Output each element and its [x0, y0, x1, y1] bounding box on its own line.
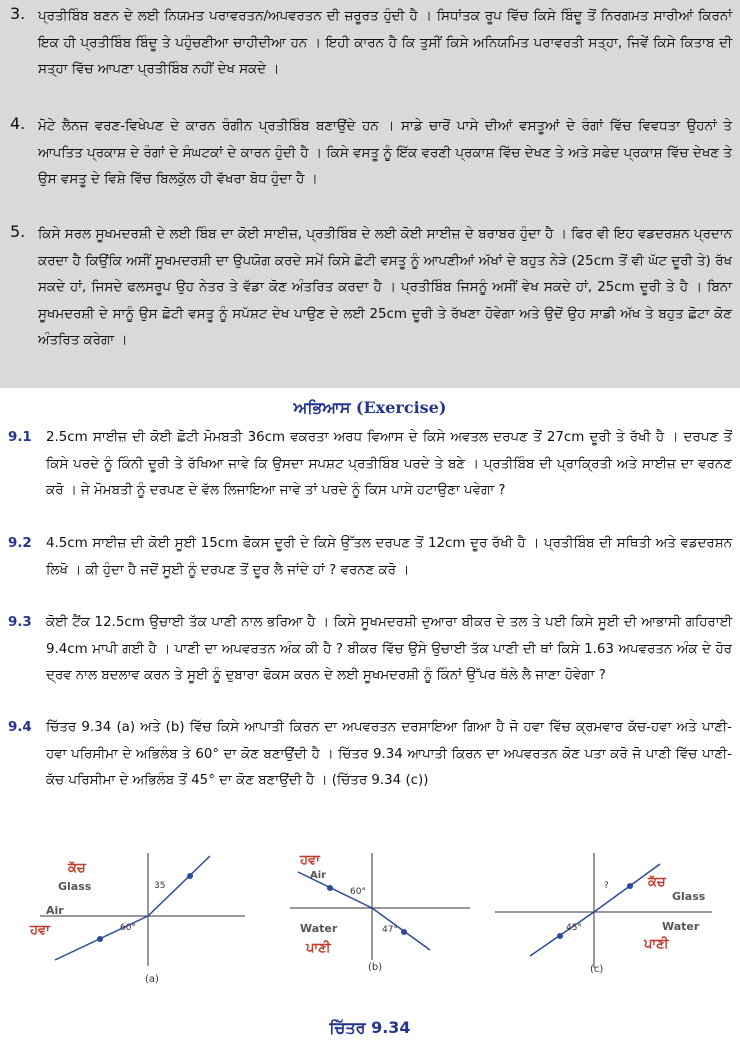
- angle-top-label: 35: [154, 881, 166, 891]
- figure-caption: ਚਿੱਤਰ 9.34: [329, 1018, 411, 1037]
- exercise-text: ਕੋਈ ਟੈਂਕ 12.5cm ਉਚਾਈ ਤੱਕ ਪਾਣੀ ਨਾਲ ਭਰਿਆ ਹੈ । ਕਿਸੇ ਸੂਖਮਦਰਸ਼ੀ ਦੁਆਰਾ ਬੀਕਰ ਦੇ ਤਲ ਤੇ ਪਈ ਕਿਸੇ ਸੂਈ ਦੀ ਆਭਾਸੀ ਗਹਿਰਾਈ 9.4cm ਮਾਪੀ ਗਈ ਹੈ । ਪਾਣੀ ਦਾ ਅਪਵਰਤਨ ਅੰਕ ਕੀ ਹੈ ? ਬੀਕਰ ਵਿੱਚ ਉਸੇ ਉਚਾਈ ਤੱਕ ਪਾਣੀ ਦੀ ਥਾਂ ਕਿਸੇ 1.63 ਅਪਵਰਤਨ ਅੰਕ ਦੇ ਹੋਰ ਦ੍ਰਵ ਨਾਲ ਬਦਲਾਵ ਕਰਨ ਤੇ ਸੂਈ ਨੂੰ ਦੁਬਾਰਾ ਫੋਕਸ ਕਰਨ ਦੇ ਲਈ ਸੂਖਮਦਰਸ਼ੀ ਨੂੰ ਕਿੰਨਾਂ ਉੱਪਰ ਥੱਲੇ ਲੈ ਜਾਣਾ ਹੋਵੇਗਾ ?: [46, 615, 732, 683]
- exercise-number: 9.1: [8, 430, 32, 445]
- medium-bottom-en: Water: [300, 922, 338, 935]
- ray-arrow-dot: [401, 929, 407, 935]
- medium-bottom-pa: ਪਾਣੀ: [306, 941, 331, 956]
- angle-bottom-label: 60°: [120, 923, 136, 933]
- exercise-text: 4.5cm ਸਾਈਜ਼ ਦੀ ਕੋਈ ਸੂਈ 15cm ਫੋਕਸ ਦੂਰੀ ਦੇ ਕਿਸੇ ਉੱਤਲ ਦਰਪਣ ਤੋਂ 12cm ਦੂਰ ਰੱਖੀ ਹੈ । ਪ੍ਰਤੀਬਿੰਬ ਦੀ ਸਥਿਤੀ ਅਤੇ ਵਡਦਰਸ਼ਨ ਲਿਖੋ । ਕੀ ਹੁੰਦਾ ਹੈ ਜਦੋਂ ਸੂਈ ਨੂੰ ਦਰਪਣ ਤੋਂ ਦੂਰ ਲੈ ਜਾਂਦੇ ਹਾਂ ? ਵਰਨਣ ਕਰੋ ।: [46, 536, 732, 578]
- medium-bottom-en: Air: [46, 904, 64, 917]
- point-number: 3.: [10, 4, 26, 23]
- point-text: ਪ੍ਰਤੀਬਿੰਬ ਬਣਨ ਦੇ ਲਈ ਨਿਯਮਤ ਪਰਾਵਰਤਨ/ਅਪਵਰਤਨ ਦੀ ਜ਼ਰੂਰਤ ਹੁੰਦੀ ਹੈ । ਸਿਧਾਂਤਕ ਰੂਪ ਵਿੱਚ ਕਿਸੇ ਬਿੰਦੂ ਤੋਂ ਨਿਰਗਮਤ ਸਾਰੀਆਂ ਕਿਰਨਾਂ ਇਕ ਹੀ ਪ੍ਰਤੀਬਿੰਬ ਬਿੰਦੂ ਤੇ ਪਹੁੰਚਣੀਆ ਚਾਹੀਦੀਆ ਹਨ । ਇਹੀ ਕਾਰਨ ਹੈ ਕਿ ਤੁਸੀਂ ਕਿਸੇ ਅਨਿਯਮਿਤ ਪਰਾਵਰਤੀ ਸਤ੍ਹਾ, ਜਿਵੇਂ ਕਿਸੇ ਕਿਤਾਬ ਦੀ ਸਤ੍ਹਾ ਵਿੱਚ ਆਪਣਾ ਪ੍ਰਤੀਬਿੰਬ ਨਹੀਂ ਦੇਖ ਸਕਦੇ ।: [38, 9, 732, 77]
- medium-bottom-en: Water: [662, 920, 700, 933]
- ray-arrow-dot: [327, 885, 333, 891]
- exercise-text: 2.5cm ਸਾਈਜ਼ ਦੀ ਕੋਈ ਛੋਟੀ ਮੋਮਬਤੀ 36cm ਵਕਰਤਾ ਅਰਧ ਵਿਆਸ ਦੇ ਕਿਸੇ ਅਵਤਲ ਦਰਪਣ ਤੋਂ 27cm ਦੂਰੀ ਤੇ ਰੱਖੀ ਹੈ । ਦਰਪਣ ਤੋਂ ਕਿਸੇ ਪਰਦੇ ਨੂੰ ਕਿੰਨੀ ਦੂਰੀ ਤੇ ਰੱਖਿਆ ਜਾਵੇ ਕਿ ਉਸਦਾ ਸਪਸ਼ਟ ਪ੍ਰਤੀਬਿੰਬ ਪਰਦੇ ਤੇ ਬਣੇ । ਪ੍ਰਤੀਬਿੰਬ ਦੀ ਪ੍ਰਾਕ੍ਰਿਤੀ ਅਤੇ ਸਾਈਜ਼ ਦਾ ਵਰਨਣ ਕਰੋ । ਜੇ ਮੋਮਬਤੀ ਨੂੰ ਦਰਪਣ ਦੇ ਵੱਲ ਲਿਜਾਇਆ ਜਾਵੇ ਤਾਂ ਪਰਦੇ ਨੂੰ ਕਿਸ ਪਾਸੇ ਹਟਾਉਣਾ ਪਵੇਗਾ ?: [46, 430, 732, 498]
- figure-label: (c): [590, 964, 604, 975]
- exercise-number: 9.2: [8, 536, 32, 551]
- exercise-number: 9.3: [8, 615, 32, 630]
- figure-c: [495, 853, 712, 975]
- ray-arrow-dot: [627, 883, 633, 889]
- medium-top-pa: ਕੱਚ: [648, 875, 666, 890]
- exercise-text: ਚਿੱਤਰ 9.34 (a) ਅਤੇ (b) ਵਿੱਚ ਕਿਸੇ ਆਪਾਤੀ ਕਿਰਨ ਦਾ ਅਪਵਰਤਨ ਦਰਸਾਇਆ ਗਿਆ ਹੈ ਜੋ ਹਵਾ ਵਿੱਚ ਕ੍ਰਮਵਾਰ ਕੱਚ-ਹਵਾ ਅਤੇ ਪਾਣੀ-ਹਵਾ ਪਰਿਸੀਮਾ ਦੇ ਅਭਿਲੰਬ ਤੇ 60° ਦਾ ਕੋਣ ਬਣਾਉਂਦੀ ਹੈ । ਚਿੱਤਰ 9.34 ਆਪਾਤੀ ਕਿਰਨ ਦਾ ਅਪਵਰਤਨ ਕੋਣ ਪਤਾ ਕਰੋ ਜੋ ਪਾਣੀ ਵਿੱਚ ਪਾਣੀ-ਕੱਚ ਪਰਿਸੀਮਾ ਦੇ ਅਭਿਲੰਬ ਤੋਂ 45° ਦਾ ਕੋਣ ਬਣਾਉਂਦੀ ਹੈ । (ਚਿੱਤਰ 9.34 (c)): [46, 720, 732, 788]
- medium-top-en: Air: [310, 870, 327, 881]
- medium-top-en: Glass: [672, 890, 706, 903]
- ray-arrow-dot: [97, 936, 103, 942]
- figure-9-34: [0, 848, 740, 1008]
- angle-top-label: 60°: [350, 887, 366, 897]
- medium-bottom-pa: ਹਵਾ: [30, 923, 50, 938]
- angle-bottom-label: 47°: [382, 925, 398, 935]
- point-text: ਮੋਟੇ ਲੈਨਜ ਵਰਣ-ਵਿਖੇਪਣ ਦੇ ਕਾਰਨ ਰੰਗੀਨ ਪ੍ਰਤੀਬਿੰਬ ਬਣਾਉਂਦੇ ਹਨ । ਸਾਡੇ ਚਾਰੋਂ ਪਾਸੇ ਦੀਆਂ ਵਸਤੂਆਂ ਦੇ ਰੰਗਾਂ ਵਿੱਚ ਵਿਵਧਤਾ ਉਹਨਾਂ ਤੇ ਆਪਤਿਤ ਪ੍ਰਕਾਸ਼ ਦੇ ਰੰਗਾਂ ਦੇ ਸੰਘਟਕਾਂ ਦੇ ਕਾਰਨ ਹੁੰਦੀ ਹੈ । ਕਿਸੇ ਵਸਤੂ ਨੂੰ ਇੱਕ ਵਰਣੀ ਪ੍ਰਕਾਸ਼ ਵਿੱਚ ਦੇਖਣ ਤੇ ਅਤੇ ਸਫੇਦ ਪ੍ਰਕਾਸ਼ ਵਿੱਚ ਦੇਖਣ ਤੇ ਉਸ ਵਸਤੂ ਦੇ ਵਿਸ਼ੇ ਵਿੱਚ ਬਿਲਕੁੱਲ ਹੀ ਵੱਖਰਾ ਬੋਧ ਹੁੰਦਾ ਹੈ ।: [38, 119, 732, 187]
- figure-b: [290, 853, 470, 973]
- point-number: 5.: [10, 222, 26, 241]
- medium-top-pa: ਕੱਚ: [68, 861, 86, 876]
- point-number: 4.: [10, 114, 26, 133]
- figure-a: [29, 853, 245, 985]
- angle-bottom-label: 45°: [566, 923, 582, 933]
- angle-top-label: ?: [604, 881, 609, 891]
- figure-label: (b): [368, 962, 383, 973]
- medium-top-pa: ਹਵਾ: [300, 853, 320, 868]
- medium-top-en: Glass: [58, 880, 92, 893]
- exercise-number: 9.4: [8, 720, 32, 735]
- exercise-heading: ਅਭਿਆਸ (Exercise): [293, 398, 447, 417]
- medium-bottom-pa: ਪਾਣੀ: [644, 937, 669, 952]
- ray-arrow-dot: [187, 873, 193, 879]
- refracted-ray: [372, 908, 430, 950]
- figure-label: (a): [145, 974, 159, 985]
- point-text: ਕਿਸੇ ਸਰਲ ਸੂਖਮਦਰਸ਼ੀ ਦੇ ਲਈ ਬਿੰਬ ਦਾ ਕੋਈ ਸਾਈਜ਼, ਪ੍ਰਤੀਬਿੰਬ ਦੇ ਲਈ ਕੋਈ ਸਾਈਜ਼ ਦੇ ਬਰਾਬਰ ਹੁੰਦਾ ਹੈ । ਫਿਰ ਵੀ ਇਹ ਵਡਦਰਸ਼ਨ ਪ੍ਰਦਾਨ ਕਰਦਾ ਹੈ ਕਿਉਂਕਿ ਅਸੀਂ ਸੂਖਮਦਰਸ਼ੀ ਦਾ ਉਪਯੋਗ ਕਰਦੇ ਸਮੇਂ ਕਿਸੇ ਛੋਟੀ ਵਸਤੂ ਨੂੰ ਆਪਣੀਆਂ ਅੱਖਾਂ ਦੇ ਬਹੁਤ ਨੇੜੇ (25cm ਤੋਂ ਵੀ ਘੱਟ ਦੂਰੀ ਤੇ) ਰੱਖ ਸਕਦੇ ਹਾਂ, ਜਿਸਦੇ ਫਲਸਰੂਪ ਉਹ ਨੇਤਰ ਤੇ ਵੱਡਾ ਕੋਣ ਅੰਤਰਿਤ ਕਰਦਾ ਹੈ । ਪ੍ਰਤੀਬਿੰਬ ਜਿਸਨੂੰ ਅਸੀਂ ਵੇਖ ਸਕਦੇ ਹਾਂ, 25cm ਦੂਰੀ ਤੇ ਹੈ । ਬਿਨਾ ਸੂਖਮਦਰਸ਼ੀ ਦੇ ਸਾਨੂੰ ਉਸ ਛੋਟੀ ਵਸਤੂ ਨੂੰ ਸਪੱਸ਼ਟ ਦੇਖ ਪਾਉਣ ਦੇ ਲਈ 25cm ਦੂਰੀ ਤੇ ਰੱਖਣਾ ਹੋਵੇਗਾ ਅਤੇ ਉਦੋਂ ਉਹ ਸਾਡੀ ਅੱਖ ਤੇ ਬਹੁਤ ਛੋਟਾ ਕੋਣ ਅੰਤਰਿਤ ਕਰੇਗਾ ।: [38, 227, 732, 348]
- ray-arrow-dot: [557, 933, 563, 939]
